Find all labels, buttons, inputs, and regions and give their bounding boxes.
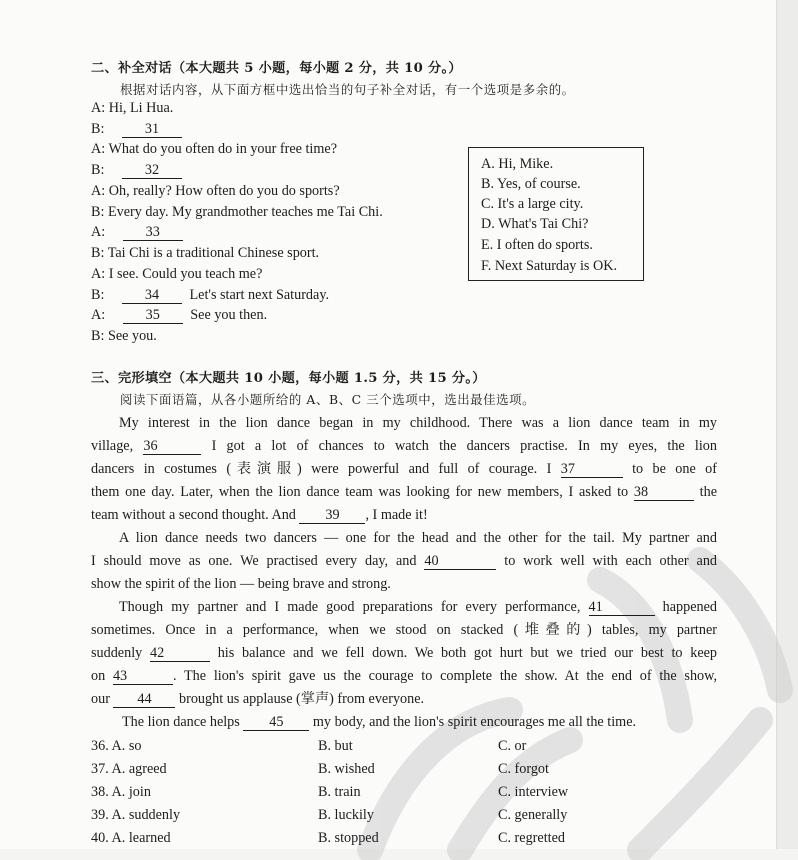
choice-38-a[interactable]: 38. A. join <box>91 784 151 800</box>
option-a: A. Hi, Mike. <box>481 156 554 172</box>
dialogue-line: B: 34 Let's start next Saturday. <box>91 287 330 303</box>
options-box <box>468 147 644 281</box>
dialogue-line: B: 31 <box>91 120 182 138</box>
passage-line: Though my partner and I made good preparations for every performance, 41 happened <box>119 599 718 615</box>
blank-45[interactable]: 45 <box>243 714 309 731</box>
dialogue-line: A: 33 <box>91 223 183 241</box>
dialogue-line: B: 32 <box>91 161 182 179</box>
blank-42[interactable]: 42 <box>150 645 210 662</box>
passage-line: A lion dance needs two dancers — one for the head and the other for the tail. My partner and <box>119 530 717 546</box>
section3-title: 三、完形填空（本大题共 10 小题，每小题 1.5 分，共 15 分。） <box>91 371 486 386</box>
choice-36-a[interactable]: 36. A. so <box>91 738 142 754</box>
passage-line: our 44 brought us applause (掌声) from everyone. <box>91 691 425 707</box>
passage-line: team without a second thought. And 39 , I made it! <box>91 507 428 523</box>
blank-36[interactable]: 36 <box>143 438 201 455</box>
dialogue-line: A: I see. Could you teach me? <box>91 266 263 282</box>
blank-35[interactable]: 35 <box>123 307 183 324</box>
choice-36-b[interactable]: B. but <box>318 738 353 754</box>
option-e: E. I often do sports. <box>481 237 593 253</box>
section2-title: 二、补全对话（本大题共 5 小题，每小题 2 分，共 10 分。） <box>91 61 462 76</box>
passage-line: The lion dance helps 45 my body, and the lion's spirit encourages me all the time. <box>122 714 637 730</box>
choice-40-a[interactable]: 40. A. learned <box>91 830 171 846</box>
passage-line: on 43 . The lion's spirit gave us the courage to complete the show. At the end of the show, <box>91 668 718 684</box>
dialogue-line: A: What do you often do in your free time? <box>91 141 337 157</box>
choice-36-c[interactable]: C. or <box>498 738 527 754</box>
passage-line: them one day. Later, when the lion dance team was looking for new members, I asked to 38 the <box>91 484 717 500</box>
blank-43[interactable]: 43 <box>113 668 173 685</box>
option-c: C. It's a large city. <box>481 196 584 212</box>
passage-line: dancers in costumes (表演服) were powerful and full of courage. I 37 to be one of <box>91 461 717 477</box>
passage-line: I should move as one. We practised every day, and 40 to work well with each other and <box>91 553 718 569</box>
dialogue-line: B: Tai Chi is a traditional Chinese sport. <box>91 245 320 261</box>
dialogue-line: A: Hi, Li Hua. <box>91 100 174 116</box>
choice-37-a[interactable]: 37. A. agreed <box>91 761 167 777</box>
blank-37[interactable]: 37 <box>561 461 623 478</box>
choice-39-b[interactable]: B. luckily <box>318 807 374 823</box>
blank-34[interactable]: 34 <box>122 287 182 304</box>
choice-39-c[interactable]: C. generally <box>498 807 568 823</box>
passage-line: sometimes. Once in a performance, when we stood on stacked (堆叠的) tables, my partner <box>91 622 717 638</box>
dialogue-line: B: See you. <box>91 328 157 344</box>
choice-38-c[interactable]: C. interview <box>498 784 569 800</box>
page-edge <box>776 0 798 849</box>
section2-direction: 根据对话内容，从下面方框中选出恰当的句子补全对话，有一个选项是多余的。 <box>120 82 575 97</box>
blank-31[interactable]: 31 <box>122 121 182 138</box>
choice-38-b[interactable]: B. train <box>318 784 361 800</box>
choice-40-c[interactable]: C. regretted <box>498 830 565 846</box>
blank-41[interactable]: 41 <box>589 599 655 616</box>
option-f: F. Next Saturday is OK. <box>481 258 617 274</box>
passage-line: village, 36 I got a lot of chances to watch the dancers practise. In my eyes, the lion <box>91 438 717 454</box>
dialogue-line: B: Every day. My grandmother teaches me Tai Chi. <box>91 204 383 220</box>
blank-40[interactable]: 40 <box>424 553 496 570</box>
option-d: D. What's Tai Chi? <box>481 216 589 232</box>
dialogue-line: A: Oh, really? How often do you do sports? <box>91 183 340 199</box>
choice-40-b[interactable]: B. stopped <box>318 830 379 846</box>
section3-direction: 阅读下面语篇，从各小题所给的 A、B、C 三个选项中，选出最佳选项。 <box>120 392 536 407</box>
passage-line: show the spirit of the lion — being brave and strong. <box>91 576 391 592</box>
dialogue-line: A: 35 See you then. <box>91 307 268 323</box>
blank-44[interactable]: 44 <box>113 691 175 708</box>
passage-line: My interest in the lion dance began in my childhood. There was a lion dance team in my <box>119 415 717 431</box>
option-b: B. Yes, of course. <box>481 176 581 192</box>
passage-line: suddenly 42 his balance and we fell down. We both got hurt but we tried our best to keep <box>91 645 718 661</box>
choice-37-c[interactable]: C. forgot <box>498 761 549 777</box>
choice-39-a[interactable]: 39. A. suddenly <box>91 807 181 823</box>
blank-33[interactable]: 33 <box>123 224 183 241</box>
choice-37-b[interactable]: B. wished <box>318 761 375 777</box>
blank-38[interactable]: 38 <box>634 484 694 501</box>
blank-32[interactable]: 32 <box>122 162 182 179</box>
blank-39[interactable]: 39 <box>299 507 365 524</box>
